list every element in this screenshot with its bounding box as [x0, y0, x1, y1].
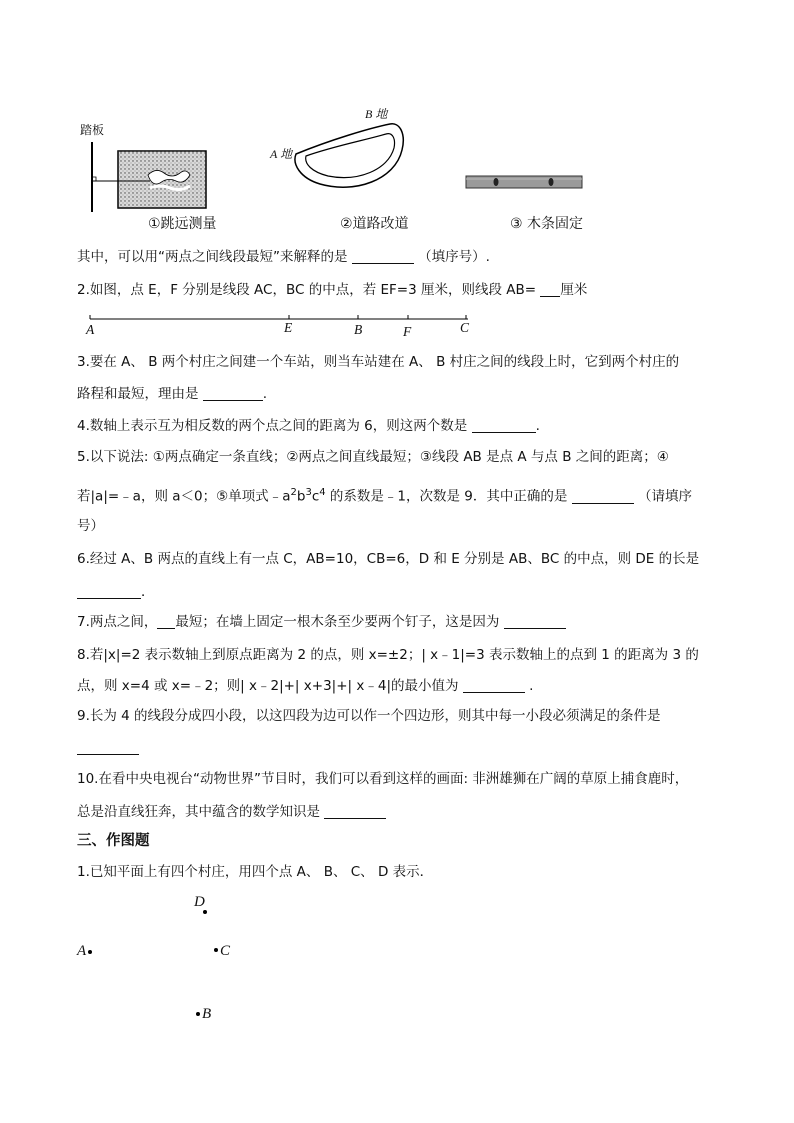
q7-text: 7.两点之间， 最短；在墙上固定一根木条至少要两个钉子，这是因为: [77, 612, 566, 632]
fig1-board-label: 踏板: [80, 123, 105, 137]
answer-blank[interactable]: [352, 249, 414, 264]
answer-blank[interactable]: [504, 614, 566, 629]
q9-line1: 9.长为 4 的线段分成四小段，以这四段为边可以作一个四边形，则其中每一小段必须满足的条件是: [77, 708, 661, 724]
s3q1-text: 1.已知平面上有四个村庄，用四个点 A、 B、 C、 D 表示．: [77, 864, 434, 880]
village-dot-c: [214, 948, 218, 952]
q2-point-c: C: [460, 320, 470, 335]
fig2-label-b: B 地: [365, 107, 388, 121]
fig3-caption: ③ 木条固定: [510, 216, 584, 232]
answer-blank[interactable]: [157, 614, 175, 629]
village-label-b: B: [202, 1006, 212, 1022]
q2-point-a: A: [86, 322, 95, 337]
answer-blank[interactable]: [572, 489, 634, 504]
answer-blank[interactable]: [77, 740, 139, 755]
nail-1-icon: [494, 178, 499, 186]
q2-point-e: E: [284, 320, 293, 335]
q5-line1: 5.以下说法: ①两点确定一条直线；②两点之间直线最短；③线段 AB 是点 A 与点 B 之间的距离；④: [77, 449, 669, 465]
q2-point-f: F: [403, 324, 412, 339]
answer-blank[interactable]: [77, 584, 141, 599]
q2-point-b: B: [354, 322, 363, 337]
section3-heading: 三、作图题: [77, 833, 150, 849]
answer-blank[interactable]: [463, 678, 525, 693]
fig2-road-detour: [295, 124, 403, 187]
answer-blank[interactable]: [540, 282, 560, 297]
q2-text: 2.如图，点 E，F 分别是线段 AC，BC 的中点，若 EF=3 厘米，则线段 AB= 厘米: [77, 282, 588, 298]
fig2-label-a: A 地: [270, 147, 293, 161]
fig1-long-jump: [92, 142, 206, 212]
q8-line1: 8.若|x|=2 表示数轴上到原点距离为 2 的点，则 x=±2；| x﹣1|=3 表示数轴上的点到 1 的距离为 3 的: [77, 647, 699, 663]
fig1-caption: ①跳远测量: [148, 216, 217, 232]
answer-blank[interactable]: [472, 418, 536, 433]
village-dot-d: [203, 910, 207, 914]
q3-line2: 路程和最短，理由是 .: [77, 386, 268, 402]
village-dot-b: [196, 1012, 200, 1016]
q4-text: 4.数轴上表示互为相反数的两个点之间的距离为 6，则这两个数是 .: [77, 418, 540, 434]
figures-row: [0, 0, 794, 240]
q8-line2: 点，则 x=4 或 x=﹣2；则| x﹣2|+| x+3|+| x﹣4|的最小值为 .: [77, 678, 534, 694]
q9-line2: [77, 738, 139, 758]
q6-line1: 6.经过 A、B 两点的直线上有一点 C，AB=10，CB=6，D 和 E 分别是 AB、BC 的中点，则 DE 的长是: [77, 551, 700, 567]
q10-line2: 总是沿直线狂奔，其中蕴含的数学知识是: [77, 802, 386, 822]
answer-blank[interactable]: [324, 804, 386, 819]
q5-line2: 若|a|=﹣a，则 a＜0；⑤单项式$﹣a^2b^3c^4$ 的系数是﹣1，次数是 9．其中正确的是 （请填序: [77, 487, 692, 505]
q6-line2: ．: [77, 582, 155, 602]
fig3-wood-strip: [466, 176, 582, 188]
q1-tail: 其中，可以用“两点之间线段最短”来解释的是 （填序号）.: [77, 249, 490, 265]
village-label-c: C: [220, 943, 231, 959]
village-label-a: A: [77, 943, 87, 959]
q3-line1: 3.要在 A、 B 两个村庄之间建一个车站，则当车站建在 A、 B 村庄之间的线段上时，它到两个村庄的: [77, 354, 680, 370]
village-label-d: D: [194, 894, 205, 910]
q10-line1: 10.在看中央电视台“动物世界”节目时，我们可以看到这样的画面: 非洲雄狮在广阔的草原上捕食鹿时，: [77, 771, 689, 787]
nail-2-icon: [549, 178, 554, 186]
q5-line3: 号）: [77, 518, 104, 534]
fig2-caption: ②道路改道: [340, 216, 409, 232]
answer-blank[interactable]: [203, 386, 263, 401]
village-dot-a: [88, 950, 92, 954]
